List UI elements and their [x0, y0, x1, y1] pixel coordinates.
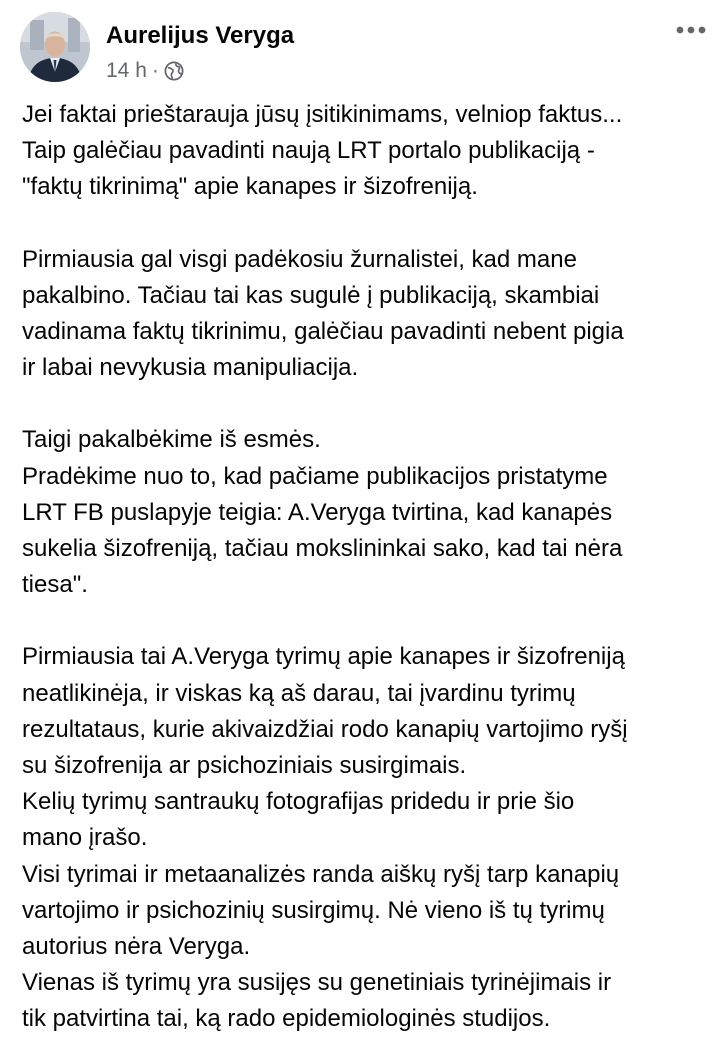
post-paragraph: Taigi pakalbėkime iš esmės. Pradėkime nuo to, kad pačiame publikacijos pristatyme LRT FB puslapyje teigia: A.Veryga tvirtina, kad kanapės sukelia šizofreniją, tačiau mokslininkai sako, kad tai nėra tiesa".	[22, 426, 623, 599]
post-paragraph: Pirmiausia gal visgi padėkosiu žurnalistei, kad mane pakalbino. Tačiau tai kas sugulė į publikaciją, skambiai vadinama faktų tikrinimu, galėčiau pavadinti nebent pigia ir labai nevykusia manipuliacija.	[22, 245, 624, 382]
post-meta	[106, 57, 184, 85]
meta-separator: ·	[151, 59, 159, 82]
paragraph-gap	[22, 206, 712, 242]
post-timestamp[interactable]: 14 h	[106, 59, 147, 82]
avatar-photo	[20, 12, 90, 82]
author-name[interactable]: Aurelijus Veryga	[106, 22, 295, 49]
globe-icon[interactable]	[164, 61, 184, 81]
post-paragraph: Jei faktai prieštarauja jūsų įsitikinimams, velniop faktus... Taip galėčiau pavadinti naują LRT portalo publikaciją - "faktų tikrinimą" apie kanapes ir šizofreniją.	[22, 101, 623, 201]
avatar[interactable]	[20, 12, 90, 82]
more-options-button[interactable]	[673, 16, 709, 44]
post-header	[0, 0, 725, 100]
paragraph-gap	[22, 386, 712, 422]
paragraph-gap	[22, 603, 712, 639]
more-options-icon	[675, 25, 707, 35]
post-paragraph: Pirmiausia tai A.Veryga tyrimų apie kanapes ir šizofreniją neatlikinėja, ir viskas ką aš darau, tai įvardinu tyrimų rezultataus, kurie akivaizdžiai rodo kanapių vartojimo ryšį su šizofrenija ar psichoziniais susirgimais. Kelių tyrimų santraukų fotografijas pridedu ir prie šio mano įrašo. Visi tyrimai ir metaanalizės randa aiškų ryšį tarp kanapių vartojimo ir psichozinių susirgimų. Nė vieno iš tų tyrimų autorius nėra Veryga. Vienas iš tyrimų yra susijęs su genetiniais tyrinėjimais ir tik patvirtina tai, ką rado epidemiologinės studijos.	[22, 643, 628, 1033]
post-text	[22, 97, 712, 1038]
